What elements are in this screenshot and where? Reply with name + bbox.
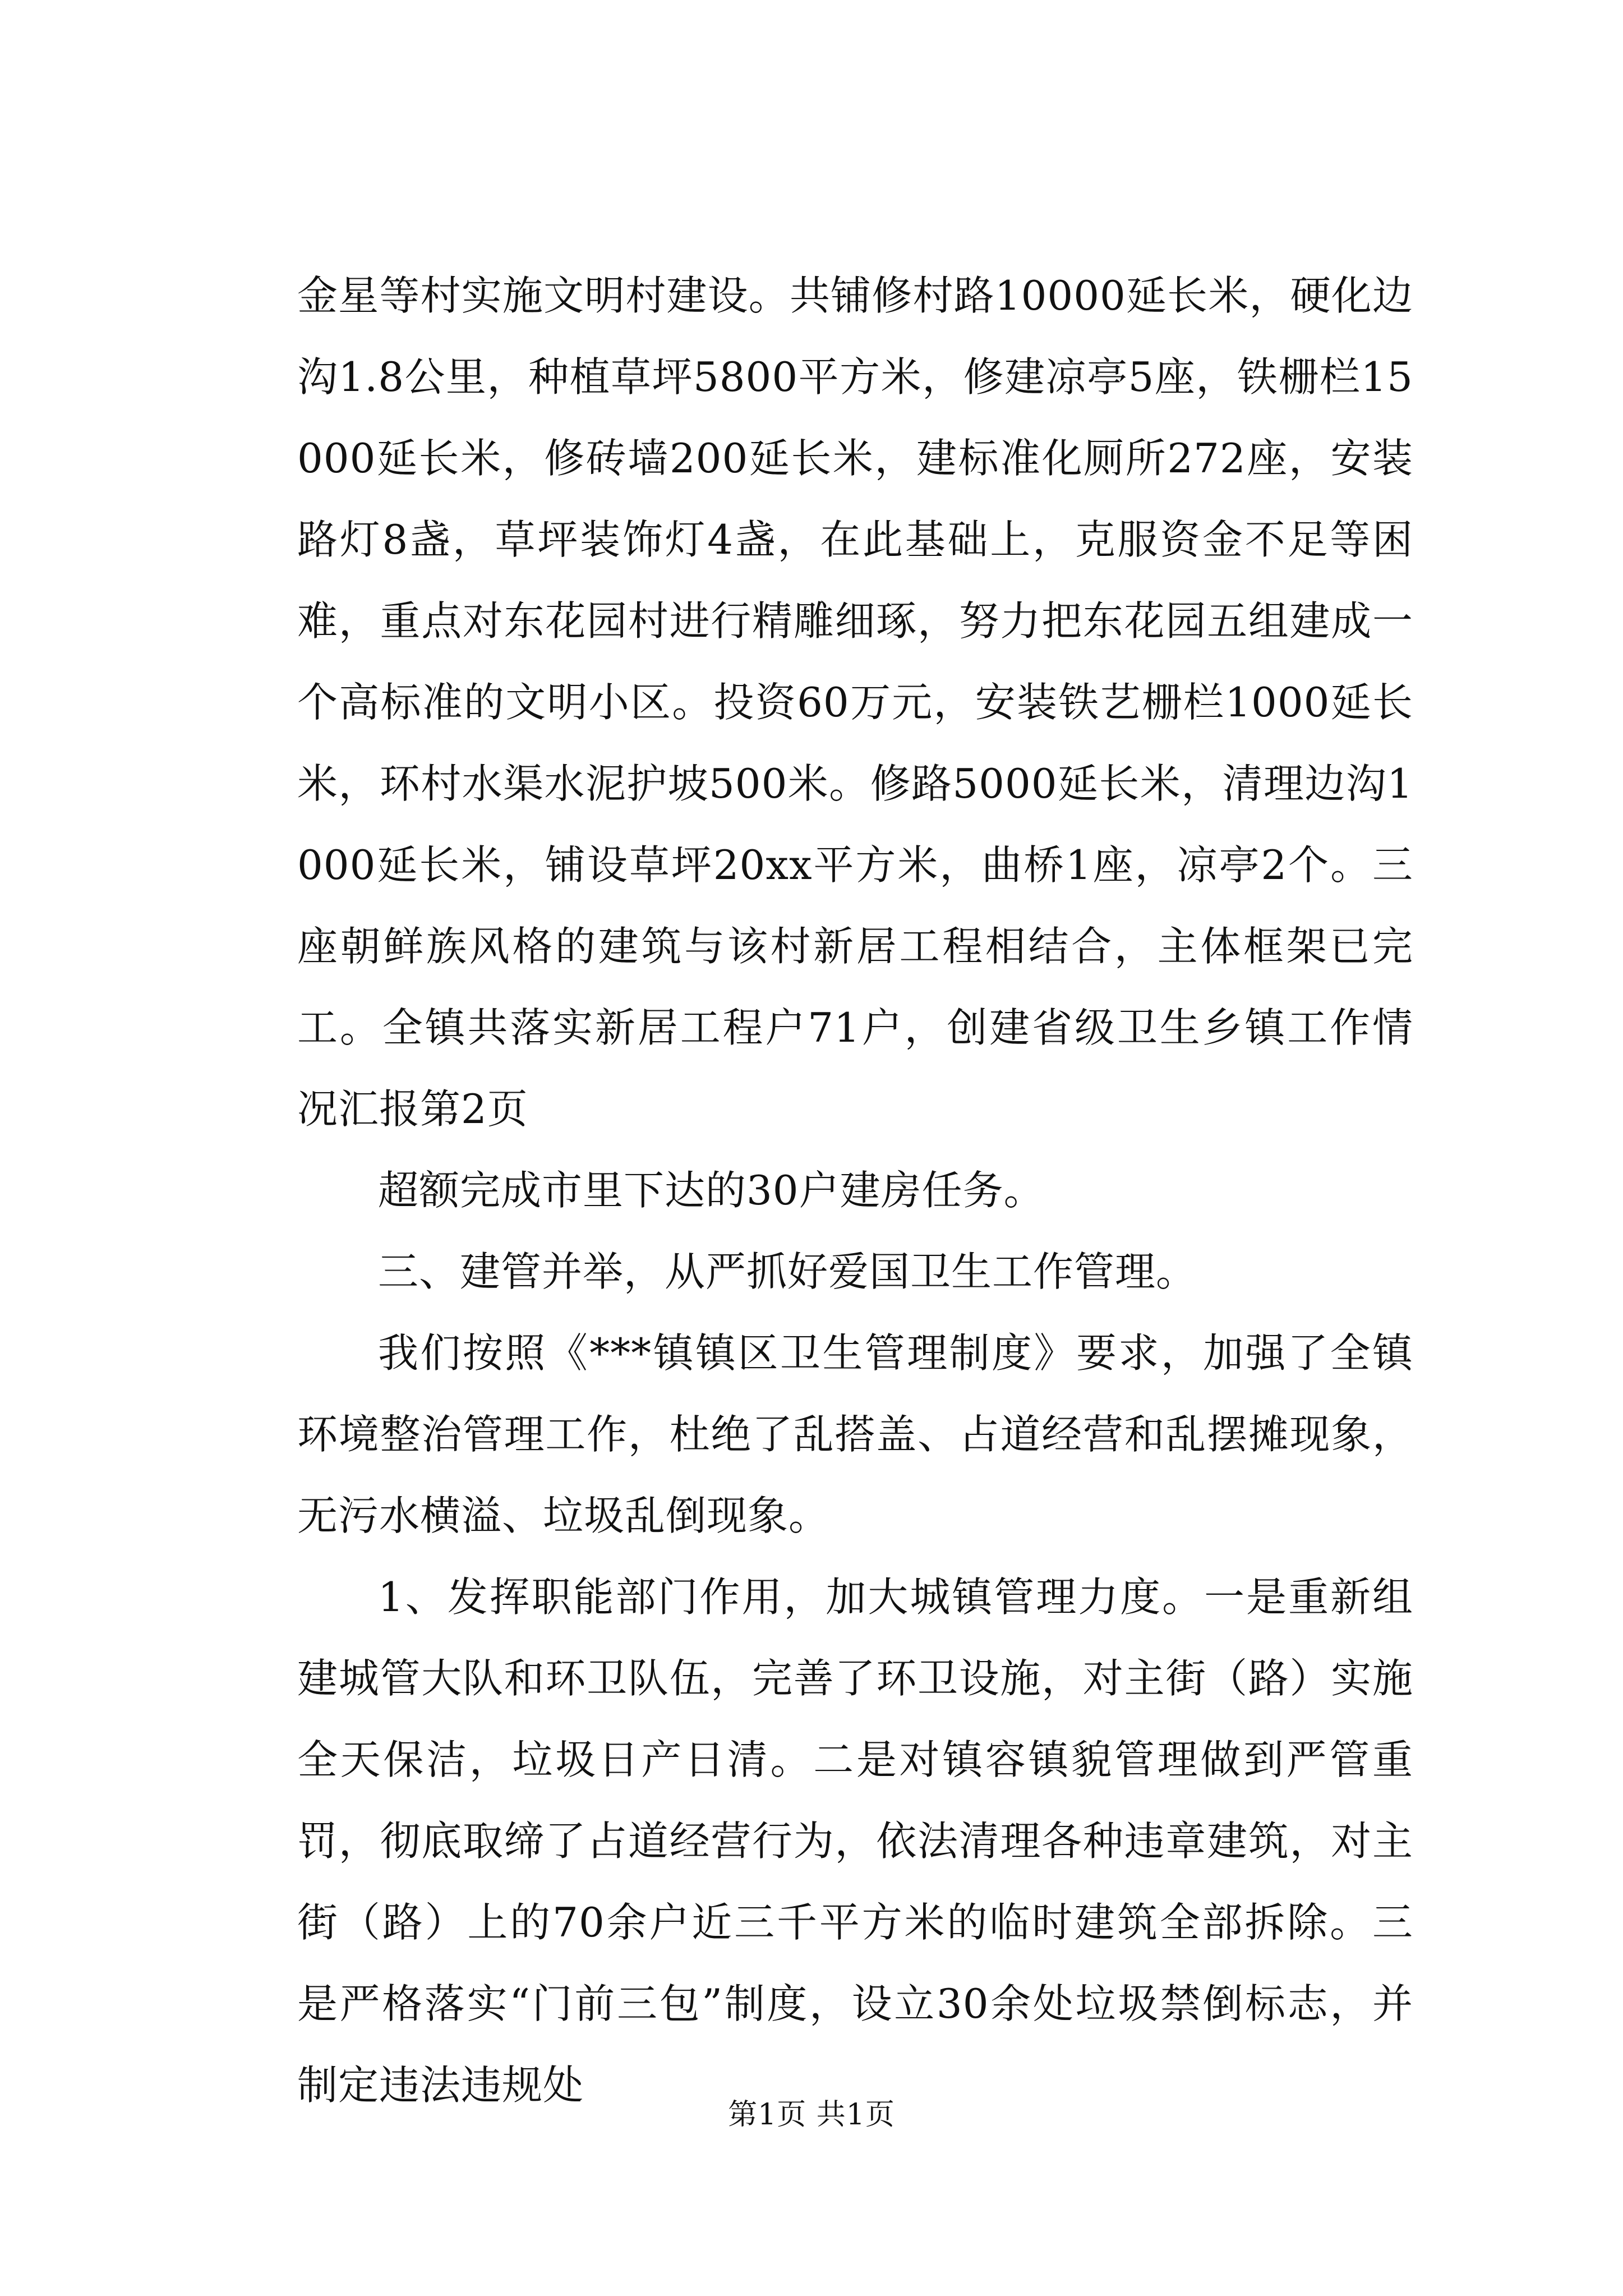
page-footer: 第1页 共1页	[728, 2098, 895, 2132]
paragraph-2: 超额完成市里下达的30户建房任务。	[378, 1167, 1045, 1214]
paragraph-4: 1、发挥职能部门作用，加大城镇管理力度。一是重新组建城管大队和环卫队伍，完善了环卫设施，对主街（路）实施全天保洁，垃圾日产日清。二是对镇容镇貌管理做到严管重罚，彻底取缔了占道经营行为，依法清理各种违章建筑，对主街（路）上的70余户近三千平方米的临时建筑全部拆除。三是严格落实“门前三包”制度，设立30余处垃圾禁倒标志，并制定违法违规处	[297, 1573, 1413, 2109]
document-body	[297, 255, 1413, 2126]
paragraph-3: 我们按照《***镇镇区卫生管理制度》要求，加强了全镇环境整治管理工作，杜绝了乱搭盖、占道经营和乱摆摊现象，无污水横溢、垃圾乱倒现象。	[297, 1329, 1413, 1539]
section-heading: 三、建管并举，从严抓好爱国卫生工作管理。	[378, 1248, 1197, 1295]
paragraph-1: 金星等村实施文明村建设。共铺修村路10000延长米，硬化边沟1.8公里，种植草坪5800平方米，修建凉亭5座，铁栅栏15000延长米，修砖墙200延长米，建标准化厕所272座，安装路灯8盏，草坪装饰灯4盏，在此基础上，克服资金不足等困难，重点对东花园村进行精雕细琢，努力把东花园五组建成一个高标准的文明小区。投资60万元，安装铁艺栅栏1000延长米，环村水渠水泥护坡500米。修路5000延长米，清理边沟1000延长米，铺设草坪20xx平方米，曲桥1座，凉亭2个。三座朝鲜族风格的建筑与该村新居工程相结合，主体框架已完工。全镇共落实新居工程户71户，创建省级卫生乡镇工作情况汇报第2页	[297, 272, 1413, 1133]
